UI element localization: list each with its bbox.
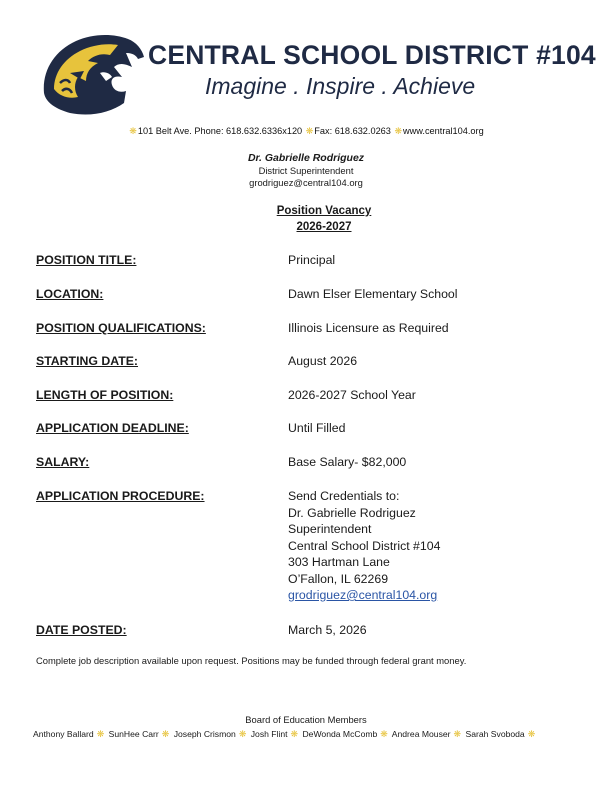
vacancy-year: 2026-2027 [296, 221, 352, 233]
field-value: 2026-2027 School Year [288, 388, 416, 402]
field-value: March 5, 2026 [288, 623, 367, 637]
paw-icon: ❋ [305, 126, 314, 136]
contact-line [0, 126, 612, 137]
board-member: Joseph Crismon [173, 729, 236, 739]
procedure-line: Central School District #104 [288, 538, 441, 553]
board-title: Board of Education Members [245, 714, 367, 725]
board-member: DeWonda McComb [302, 729, 378, 739]
field-label: LOCATION: [36, 287, 104, 301]
board-member: SunHee Carr [108, 729, 159, 739]
superintendent-email: grodriguez@central104.org [249, 177, 363, 188]
field-label: POSITION QUALIFICATIONS: [36, 321, 206, 335]
paw-icon: ❋ [394, 126, 403, 136]
footnote: Complete job description available upon request. Positions may be funded through federal grant money. [36, 655, 467, 666]
field-label: LENGTH OF POSITION: [36, 388, 174, 402]
field-label: DATE POSTED: [36, 623, 127, 637]
vacancy-title: Position Vacancy [276, 205, 372, 217]
field-label: APPLICATION DEADLINE: [36, 421, 189, 435]
paw-icon: ❋ [129, 126, 137, 136]
superintendent-title: District Superintendent [258, 164, 354, 176]
field-value: Base Salary- $82,000 [288, 455, 407, 469]
board-member: Josh Flint [250, 729, 288, 739]
fax: Fax: 618.632.0263 [314, 126, 391, 136]
board-member: Sarah Svoboda [465, 729, 525, 739]
paw-icon: ❋ [96, 729, 105, 739]
field-value: Illinois Licensure as Required [288, 321, 449, 335]
board-members [33, 729, 537, 740]
paw-icon: ❋ [380, 729, 388, 739]
paw-icon: ❋ [238, 729, 247, 739]
paw-icon: ❋ [527, 729, 536, 739]
procedure-line: Dr. Gabrielle Rodriguez [288, 505, 416, 520]
field-label: POSITION TITLE: [36, 253, 137, 267]
field-value: Until Filled [288, 421, 346, 435]
tiger-logo-icon [40, 33, 146, 119]
website: www.central104.org [403, 126, 484, 136]
procedure-line: Send Credentials to: [288, 489, 400, 503]
paw-icon: ❋ [453, 729, 462, 739]
field-application-procedure [36, 488, 576, 608]
superintendent-name: Dr. Gabrielle Rodriguez [247, 152, 365, 164]
vacancy-heading [0, 203, 612, 235]
procedure-address [288, 488, 440, 604]
field-label: SALARY: [36, 455, 90, 469]
field-label: STARTING DATE: [36, 354, 139, 368]
district-motto: Imagine . Inspire . Achieve [205, 73, 476, 99]
procedure-line: O’Fallon, IL 62269 [288, 571, 389, 586]
paw-icon: ❋ [161, 729, 170, 739]
field-value: August 2026 [288, 354, 358, 368]
paw-icon: ❋ [290, 729, 299, 739]
address-phone: 101 Belt Ave. Phone: 618.632.6336x120 [137, 126, 303, 136]
procedure-line: Superintendent [288, 522, 372, 536]
field-value: Dawn Elser Elementary School [288, 287, 458, 301]
field-label: APPLICATION PROCEDURE: [36, 489, 205, 503]
procedure-line: 303 Hartman Lane [288, 555, 390, 569]
field-value: Principal [288, 253, 336, 267]
board-member: Anthony Ballard [33, 729, 94, 739]
superintendent-block [0, 152, 612, 190]
procedure-email-link[interactable]: grodriguez@central104.org [288, 588, 438, 602]
board-member: Andrea Mouser [391, 729, 451, 739]
district-name: CENTRAL SCHOOL DISTRICT #104 [148, 40, 596, 70]
